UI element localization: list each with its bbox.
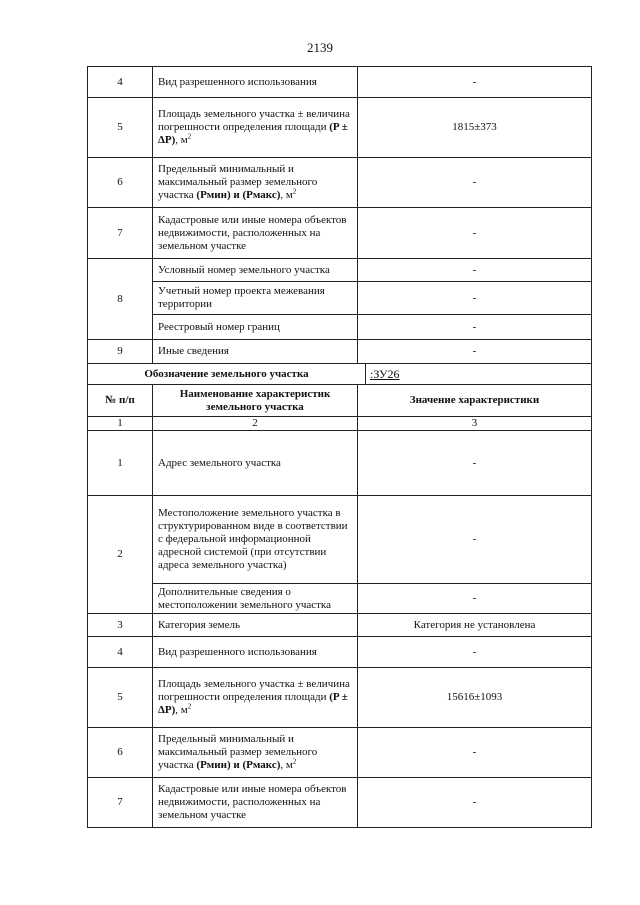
name-text: Предельный минимальный и максимальный размер земельного участка: [158, 733, 318, 771]
header-col-value: Значение характеристики: [409, 394, 540, 406]
row-subname: Реестровый номер границ: [158, 320, 280, 333]
page-number: 2139: [307, 40, 333, 55]
row-value: -: [472, 746, 477, 758]
row-name: Категория земель: [158, 618, 240, 631]
name-formula: (Pмин) и (Pмакс): [196, 759, 281, 771]
header-index: 2: [252, 417, 258, 429]
row-number: 9: [117, 345, 123, 357]
row-value: -: [472, 796, 477, 808]
row-name: Адрес земельного участка: [158, 456, 281, 469]
row-number: 6: [117, 746, 123, 758]
row-subname: Условный номер земельного участка: [158, 263, 330, 276]
header-col-name: Наименование характеристик земельного участка: [179, 387, 331, 413]
row-value: -: [472, 226, 477, 239]
row-value: -: [472, 645, 477, 658]
name-formula: (Pмин) и (Pмакс): [196, 189, 281, 201]
row-number: 7: [117, 226, 123, 239]
row-number: 5: [117, 121, 123, 133]
name-unit: , м: [280, 759, 293, 771]
row-number: 4: [117, 75, 123, 88]
row-subvalue: -: [472, 320, 477, 333]
row-number: 5: [117, 691, 123, 703]
row-value: 15616±1093: [446, 691, 503, 703]
header-index: 1: [117, 417, 123, 429]
name-sup: 2: [187, 132, 192, 141]
row-value: -: [472, 456, 477, 469]
row-subname: Дополнительные сведения о местоположении земельного участка: [158, 585, 331, 611]
row-number: 2: [117, 548, 123, 560]
name-text: Площадь земельного участка ± величина погрешности определения площади: [158, 678, 350, 703]
row-number: 4: [117, 645, 123, 658]
row-subvalue: -: [472, 592, 477, 604]
header-col-number: № п/п: [105, 394, 135, 406]
name-unit: , м: [175, 134, 188, 146]
row-name: Кадастровые или иные номера объектов недвижимости, расположенных на земельном участке: [158, 783, 347, 821]
row-subname: Местоположение земельного участка в структурированном виде в соответствии с федеральной информационной адресной системой (при отсутствии адреса земельного участка): [158, 507, 348, 571]
name-formula: (P ± ΔP): [158, 121, 348, 146]
row-name: Иные сведения: [158, 345, 229, 357]
name-unit: , м: [280, 189, 293, 201]
name-formula: (P ± ΔP): [158, 691, 348, 716]
row-name: [153, 98, 357, 157]
row-number: 6: [117, 176, 123, 188]
name-sup: 2: [187, 702, 192, 711]
row-number: 7: [117, 796, 123, 808]
row-value: -: [472, 75, 477, 88]
row-name: Вид разрешенного использования: [158, 75, 317, 88]
header-index: 3: [471, 417, 478, 429]
plot-value: :ЗУ26: [370, 366, 400, 381]
name-sup: 2: [292, 187, 297, 196]
row-subvalue: -: [472, 291, 477, 304]
row-number: 3: [117, 618, 123, 631]
row-subname: Учетный номер проекта межевания территории: [158, 285, 325, 310]
row-value: Категория не установлена: [413, 618, 536, 631]
name-unit: , м: [175, 704, 188, 716]
row-value: -: [472, 345, 477, 357]
name-sup: 2: [292, 757, 297, 766]
row-subvalue: -: [472, 533, 477, 545]
row-value: -: [472, 176, 477, 188]
plot-label: Обозначение земельного участка: [144, 367, 309, 380]
row-subvalue: -: [472, 263, 477, 276]
row-name: [153, 728, 357, 777]
row-number: 8: [117, 292, 123, 305]
row-name: [153, 158, 357, 207]
row-name: [153, 668, 357, 727]
row-value: 1815±373: [452, 121, 497, 133]
row-name: Вид разрешенного использования: [158, 645, 317, 658]
name-text: Площадь земельного участка ± величина погрешности определения площади: [158, 108, 350, 133]
row-name: Кадастровые или иные номера объектов недвижимости, расположенных на земельном участке: [158, 213, 347, 252]
row-number: 1: [117, 456, 123, 469]
name-text: Предельный минимальный и максимальный размер земельного участка: [158, 163, 318, 201]
